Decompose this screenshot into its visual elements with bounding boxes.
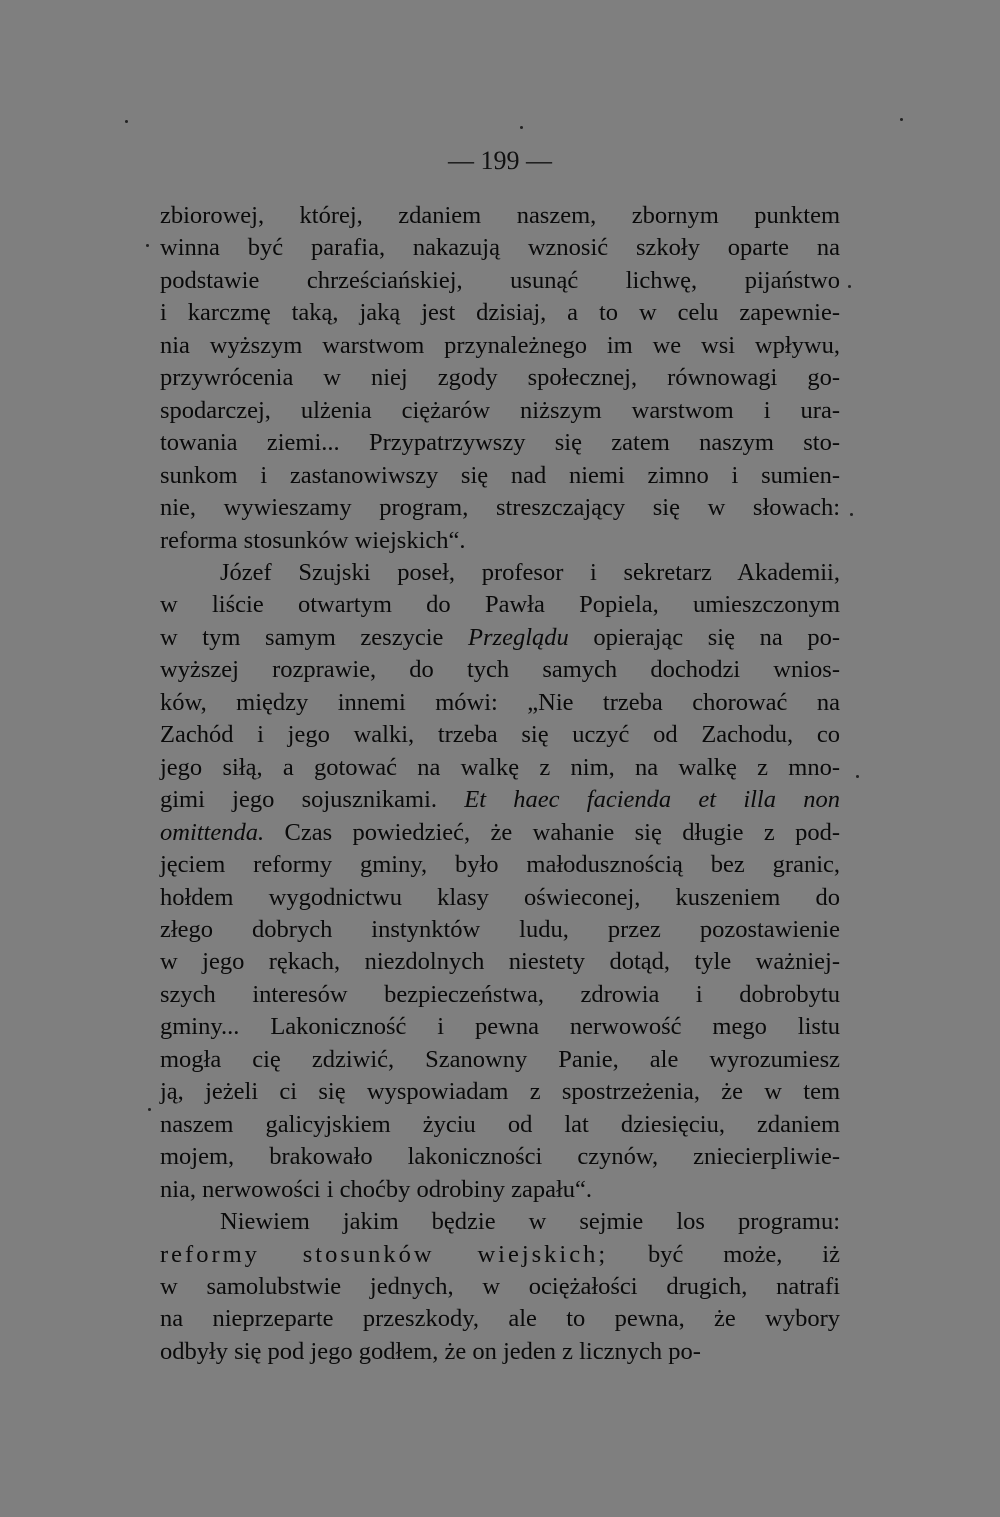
text-line: jęciem reformy gminy, było małodusznością bez granic,	[160, 851, 840, 879]
text-segment: w tym samym zeszycie	[160, 623, 469, 651]
text-line	[160, 622, 840, 654]
page-number: — 199 —	[448, 146, 552, 175]
text-line: sunkom i zastanowiwszy się nad niemi zimno i sumien-	[160, 461, 840, 489]
text-line: przywrócenia w niej zgody społecznej, równowagi go-	[160, 364, 840, 392]
text-line	[160, 1239, 840, 1271]
text-line	[160, 817, 840, 849]
text-line: odbyły się pod jego godłem, że on jeden z licznych po-	[160, 1337, 701, 1365]
text-line: ków, między innemi mówi: „Nie trzeba chorować na	[160, 688, 840, 716]
text-line: spodarczej, ulżenia ciężarów niższym warstwom i ura-	[160, 396, 840, 424]
paragraph-start-line: Józef Szujski poseł, profesor i sekretarz Akademii,	[220, 558, 840, 586]
scan-speck	[520, 126, 523, 129]
text-line: w samolubstwie jednych, w ociężałości drugich, natrafi	[160, 1272, 840, 1300]
text-segment: gimi jego sojusznikami.	[160, 786, 465, 814]
scan-speck	[900, 118, 903, 121]
text-line: winna być parafia, nakazują wznosić szkoły oparte na	[160, 234, 840, 262]
paragraph-start-line: Niewiem jakim będzie w sejmie los programu:	[220, 1208, 840, 1236]
text-line: naszem galicyjskiem życiu od lat dziesięciu, zdaniem	[160, 1110, 840, 1138]
text-line: gminy... Lakoniczność i pewna nerwowość mego listu	[160, 1013, 840, 1041]
italic-title: Przeglądu	[468, 623, 569, 651]
scan-speck	[848, 285, 851, 288]
text-line: mojem, brakowało lakoniczności czynów, zniecierpliwie-	[160, 1143, 840, 1171]
text-line: nia, nerwowości i choćby odrobiny zapału“.	[160, 1175, 593, 1203]
text-line: w liście otwartym do Pawła Popiela, umieszczonym	[160, 591, 840, 619]
text-segment: być może, iż	[608, 1240, 840, 1268]
text-line: w jego rękach, niezdolnych niestety dotąd, tyle ważniej-	[160, 948, 840, 976]
text-line: nie, wywieszamy program, streszczający się w słowach:	[160, 494, 840, 522]
text-segment: Czas powiedzieć, że wahanie się długie z pod-	[264, 818, 840, 846]
text-segment: opierając się na po-	[568, 623, 840, 651]
text-line: jego siłą, a gotować na walkę z nim, na walkę z mno-	[160, 753, 840, 781]
text-line: zbiorowej, której, zdaniem naszem, zbornym punktem	[160, 202, 840, 229]
text-line: nia wyższym warstwom przynależnego im we wsi wpływu,	[160, 331, 840, 359]
scan-speck	[148, 1108, 151, 1111]
text-line: hołdem wygodnictwu klasy oświeconej, kuszeniem do	[160, 883, 840, 911]
text-line: i karczmę taką, jaką jest dzisiaj, a to w celu zapewnie-	[160, 299, 840, 327]
text-line: reforma stosunków wiejskich“.	[160, 526, 466, 554]
text-line: na nieprzeparte przeszkody, ale to pewna, że wybory	[160, 1305, 840, 1333]
italic-latin-quote: omittenda.	[160, 818, 265, 846]
text-line: szych interesów bezpieczeństwa, zdrowia i dobrobytu	[160, 980, 840, 1008]
text-line	[160, 784, 840, 816]
scan-speck	[856, 775, 859, 778]
text-line: złego dobrych instynktów ludu, przez pozostawienie	[160, 915, 840, 943]
scan-speck	[146, 244, 149, 247]
spaced-emphasis: reformy stosunków wiejskich;	[160, 1240, 609, 1268]
scan-speck	[850, 513, 853, 516]
text-line: podstawie chrześciańskiej, usunąć lichwę, pijaństwo	[160, 266, 840, 294]
text-line: towania ziemi... Przypatrzywszy się zatem naszym sto-	[160, 429, 840, 457]
scan-speck	[125, 120, 128, 123]
text-line: mogła cię zdziwić, Szanowny Panie, ale wyrozumiesz	[160, 1045, 840, 1073]
italic-latin-quote: Et haec facienda et illa non	[464, 786, 840, 814]
text-line: wyższej rozprawie, do tych samych dochodzi wnios-	[160, 656, 840, 684]
body-text	[160, 200, 840, 1368]
text-line: ją, jeżeli ci się wyspowiadam z spostrzeżenia, że w tem	[160, 1078, 840, 1106]
text-line: Zachód i jego walki, trzeba się uczyć od Zachodu, co	[160, 721, 840, 749]
